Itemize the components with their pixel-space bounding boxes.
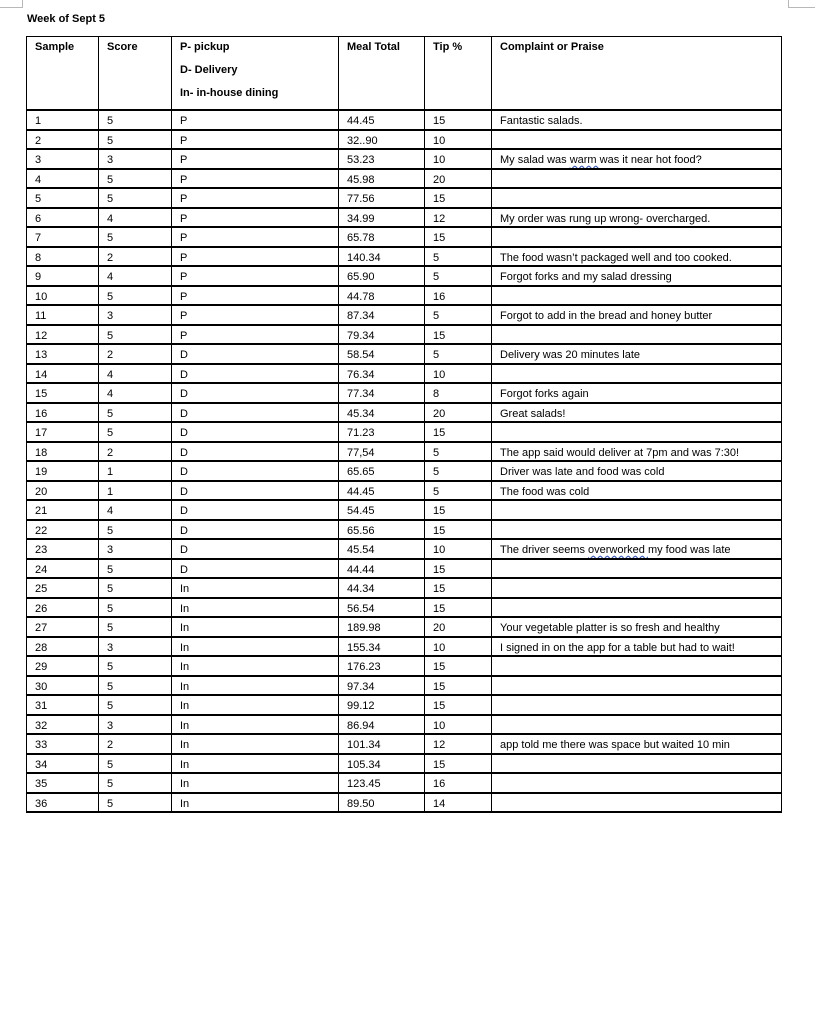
- cell-service: P: [172, 287, 339, 307]
- cell-tip: 15: [425, 111, 492, 131]
- cell-comment: [492, 677, 782, 697]
- cell-sample: 33: [27, 735, 99, 755]
- cell-sample: 17: [27, 423, 99, 443]
- cell-score: 2: [99, 443, 172, 463]
- cell-score: 5: [99, 696, 172, 716]
- cell-service: P: [172, 326, 339, 346]
- cell-comment: I signed in on the app for a table but had to wait!: [492, 638, 782, 658]
- cell-sample: 23: [27, 540, 99, 560]
- cell-sample: 32: [27, 716, 99, 736]
- table-row: [27, 306, 782, 326]
- cell-meal-total: 97.34: [339, 677, 425, 697]
- cell-tip: 15: [425, 326, 492, 346]
- cell-sample: 11: [27, 306, 99, 326]
- cell-comment: [492, 599, 782, 619]
- cell-service: In: [172, 794, 339, 814]
- cell-tip: 15: [425, 755, 492, 775]
- cell-sample: 36: [27, 794, 99, 814]
- cell-service: D: [172, 345, 339, 365]
- cell-comment: [492, 657, 782, 677]
- cell-score: 4: [99, 209, 172, 229]
- cell-comment: [492, 365, 782, 385]
- cell-service: P: [172, 267, 339, 287]
- cell-tip: 15: [425, 657, 492, 677]
- cell-service: In: [172, 579, 339, 599]
- cell-sample: 7: [27, 228, 99, 248]
- cell-tip: 15: [425, 521, 492, 541]
- cell-comment: [492, 423, 782, 443]
- cell-meal-total: 77.56: [339, 189, 425, 209]
- cell-score: 5: [99, 404, 172, 424]
- cell-score: 5: [99, 111, 172, 131]
- cell-sample: 5: [27, 189, 99, 209]
- cell-sample: 22: [27, 521, 99, 541]
- cell-score: 4: [99, 384, 172, 404]
- cell-meal-total: 32..90: [339, 131, 425, 151]
- cell-score: 5: [99, 423, 172, 443]
- table-row: [27, 755, 782, 775]
- cell-service: D: [172, 482, 339, 502]
- cell-comment: [492, 326, 782, 346]
- cell-score: 5: [99, 287, 172, 307]
- cell-meal-total: 77.34: [339, 384, 425, 404]
- table-row: [27, 228, 782, 248]
- cell-sample: 10: [27, 287, 99, 307]
- cell-meal-total: 176.23: [339, 657, 425, 677]
- cell-service: P: [172, 248, 339, 268]
- table-row: [27, 794, 782, 814]
- header-tip: Tip %: [425, 37, 492, 111]
- table-row: [27, 657, 782, 677]
- cell-sample: 18: [27, 443, 99, 463]
- cell-score: 5: [99, 228, 172, 248]
- cell-comment: [492, 501, 782, 521]
- cell-tip: 5: [425, 482, 492, 502]
- cell-comment: [492, 696, 782, 716]
- cell-tip: 15: [425, 501, 492, 521]
- cell-service: D: [172, 501, 339, 521]
- cell-tip: 10: [425, 131, 492, 151]
- page-corner-mark-left: [0, 0, 23, 8]
- cell-comment: Forgot to add in the bread and honey butter: [492, 306, 782, 326]
- legend-pickup: P- pickup: [180, 41, 230, 53]
- cell-sample: 1: [27, 111, 99, 131]
- cell-service: P: [172, 306, 339, 326]
- cell-tip: 5: [425, 345, 492, 365]
- cell-tip: 20: [425, 404, 492, 424]
- cell-service: D: [172, 521, 339, 541]
- cell-service: D: [172, 443, 339, 463]
- cell-meal-total: 44.44: [339, 560, 425, 580]
- cell-tip: 16: [425, 774, 492, 794]
- cell-sample: 3: [27, 150, 99, 170]
- table-row: [27, 501, 782, 521]
- cell-sample: 24: [27, 560, 99, 580]
- cell-sample: 2: [27, 131, 99, 151]
- cell-comment: The driver seems overworked my food was late: [492, 540, 782, 560]
- cell-sample: 9: [27, 267, 99, 287]
- legend-delivery: D- Delivery: [180, 64, 238, 76]
- cell-score: 2: [99, 248, 172, 268]
- cell-sample: 15: [27, 384, 99, 404]
- cell-service: In: [172, 696, 339, 716]
- cell-meal-total: 99.12: [339, 696, 425, 716]
- cell-score: 5: [99, 560, 172, 580]
- cell-score: 3: [99, 638, 172, 658]
- cell-comment: Forgot forks and my salad dressing: [492, 267, 782, 287]
- cell-sample: 29: [27, 657, 99, 677]
- cell-meal-total: 189.98: [339, 618, 425, 638]
- cell-sample: 34: [27, 755, 99, 775]
- cell-score: 5: [99, 170, 172, 190]
- cell-sample: 14: [27, 365, 99, 385]
- cell-score: 4: [99, 267, 172, 287]
- table-row: [27, 404, 782, 424]
- cell-tip: 5: [425, 248, 492, 268]
- cell-meal-total: 44.45: [339, 482, 425, 502]
- cell-service: P: [172, 131, 339, 151]
- cell-sample: 16: [27, 404, 99, 424]
- cell-service: In: [172, 755, 339, 775]
- cell-tip: 8: [425, 384, 492, 404]
- cell-meal-total: 45.54: [339, 540, 425, 560]
- cell-tip: 15: [425, 228, 492, 248]
- table-row: [27, 267, 782, 287]
- cell-sample: 26: [27, 599, 99, 619]
- cell-comment: Delivery was 20 minutes late: [492, 345, 782, 365]
- table-row: [27, 326, 782, 346]
- cell-comment: [492, 716, 782, 736]
- cell-meal-total: 155.34: [339, 638, 425, 658]
- cell-score: 5: [99, 677, 172, 697]
- cell-meal-total: 101.34: [339, 735, 425, 755]
- cell-sample: 8: [27, 248, 99, 268]
- cell-score: 3: [99, 150, 172, 170]
- table-row: [27, 111, 782, 131]
- cell-tip: 15: [425, 560, 492, 580]
- table-row: [27, 248, 782, 268]
- table-row: [27, 716, 782, 736]
- table-row: [27, 677, 782, 697]
- cell-tip: 16: [425, 287, 492, 307]
- table-row: [27, 560, 782, 580]
- cell-meal-total: 123.45: [339, 774, 425, 794]
- page-title: Week of Sept 5: [27, 13, 106, 25]
- cell-meal-total: 44.78: [339, 287, 425, 307]
- cell-comment: [492, 189, 782, 209]
- cell-service: In: [172, 618, 339, 638]
- table-row: [27, 735, 782, 755]
- table-row: [27, 150, 782, 170]
- cell-meal-total: 44.45: [339, 111, 425, 131]
- cell-comment: Driver was late and food was cold: [492, 462, 782, 482]
- cell-meal-total: 56.54: [339, 599, 425, 619]
- header-sample: Sample: [27, 37, 99, 111]
- cell-sample: 19: [27, 462, 99, 482]
- cell-meal-total: 45.34: [339, 404, 425, 424]
- cell-sample: 30: [27, 677, 99, 697]
- cell-score: 5: [99, 755, 172, 775]
- cell-service: D: [172, 462, 339, 482]
- cell-sample: 4: [27, 170, 99, 190]
- cell-comment: Great salads!: [492, 404, 782, 424]
- cell-score: 3: [99, 540, 172, 560]
- cell-meal-total: 140.34: [339, 248, 425, 268]
- table-row: [27, 170, 782, 190]
- cell-sample: 6: [27, 209, 99, 229]
- cell-comment: [492, 521, 782, 541]
- cell-meal-total: 65.65: [339, 462, 425, 482]
- cell-sample: 31: [27, 696, 99, 716]
- cell-score: 5: [99, 774, 172, 794]
- cell-service: P: [172, 111, 339, 131]
- table-row: [27, 384, 782, 404]
- cell-service: In: [172, 716, 339, 736]
- cell-comment: Your vegetable platter is so fresh and healthy: [492, 618, 782, 638]
- cell-tip: 5: [425, 306, 492, 326]
- cell-meal-total: 65.90: [339, 267, 425, 287]
- cell-tip: 15: [425, 189, 492, 209]
- cell-tip: 12: [425, 735, 492, 755]
- cell-service: In: [172, 774, 339, 794]
- cell-comment: [492, 170, 782, 190]
- cell-service: In: [172, 677, 339, 697]
- cell-comment: [492, 774, 782, 794]
- cell-meal-total: 45.98: [339, 170, 425, 190]
- cell-meal-total: 87.34: [339, 306, 425, 326]
- cell-score: 3: [99, 716, 172, 736]
- cell-sample: 35: [27, 774, 99, 794]
- table-row: [27, 618, 782, 638]
- cell-service: P: [172, 189, 339, 209]
- cell-comment: Forgot forks again: [492, 384, 782, 404]
- header-service-type: [172, 37, 339, 111]
- table-row: [27, 462, 782, 482]
- table-row: [27, 638, 782, 658]
- cell-score: 5: [99, 599, 172, 619]
- cell-meal-total: 44.34: [339, 579, 425, 599]
- cell-sample: 25: [27, 579, 99, 599]
- cell-meal-total: 89.50: [339, 794, 425, 814]
- table-row: [27, 443, 782, 463]
- cell-tip: 15: [425, 579, 492, 599]
- cell-score: 4: [99, 365, 172, 385]
- table-header-row: [27, 37, 782, 111]
- cell-meal-total: 105.34: [339, 755, 425, 775]
- cell-score: 5: [99, 189, 172, 209]
- cell-meal-total: 86.94: [339, 716, 425, 736]
- cell-meal-total: 71.23: [339, 423, 425, 443]
- cell-tip: 5: [425, 443, 492, 463]
- cell-service: In: [172, 735, 339, 755]
- cell-score: 5: [99, 657, 172, 677]
- cell-service: D: [172, 404, 339, 424]
- cell-score: 3: [99, 306, 172, 326]
- cell-tip: 10: [425, 638, 492, 658]
- cell-meal-total: 34.99: [339, 209, 425, 229]
- cell-score: 2: [99, 735, 172, 755]
- table-row: [27, 540, 782, 560]
- cell-sample: 21: [27, 501, 99, 521]
- cell-score: 5: [99, 579, 172, 599]
- cell-service: P: [172, 228, 339, 248]
- cell-tip: 15: [425, 423, 492, 443]
- cell-tip: 10: [425, 365, 492, 385]
- cell-comment: My salad was warm was it near hot food?: [492, 150, 782, 170]
- page-corner-mark-right: [788, 0, 815, 8]
- table-row: [27, 209, 782, 229]
- cell-comment: [492, 131, 782, 151]
- table-row: [27, 345, 782, 365]
- cell-comment: [492, 228, 782, 248]
- cell-comment: The app said would deliver at 7pm and was 7:30!: [492, 443, 782, 463]
- cell-service: D: [172, 384, 339, 404]
- cell-comment: [492, 794, 782, 814]
- cell-score: 5: [99, 326, 172, 346]
- cell-tip: 14: [425, 794, 492, 814]
- cell-score: 5: [99, 618, 172, 638]
- table-row: [27, 287, 782, 307]
- table-row: [27, 774, 782, 794]
- cell-meal-total: 76.34: [339, 365, 425, 385]
- cell-comment: The food wasn’t packaged well and too cooked.: [492, 248, 782, 268]
- cell-tip: 10: [425, 150, 492, 170]
- cell-score: 5: [99, 521, 172, 541]
- cell-meal-total: 53.23: [339, 150, 425, 170]
- cell-sample: 28: [27, 638, 99, 658]
- cell-tip: 12: [425, 209, 492, 229]
- cell-score: 1: [99, 462, 172, 482]
- survey-table: [26, 36, 782, 813]
- cell-tip: 10: [425, 540, 492, 560]
- cell-score: 4: [99, 501, 172, 521]
- cell-tip: 15: [425, 677, 492, 697]
- cell-meal-total: 65.78: [339, 228, 425, 248]
- cell-tip: 15: [425, 696, 492, 716]
- cell-score: 1: [99, 482, 172, 502]
- header-score: Score: [99, 37, 172, 111]
- cell-service: In: [172, 599, 339, 619]
- cell-score: 5: [99, 131, 172, 151]
- cell-tip: 20: [425, 170, 492, 190]
- cell-comment: [492, 579, 782, 599]
- table-row: [27, 521, 782, 541]
- cell-score: 2: [99, 345, 172, 365]
- table-row: [27, 423, 782, 443]
- cell-meal-total: 54.45: [339, 501, 425, 521]
- cell-tip: 5: [425, 267, 492, 287]
- legend-in-house: In- in-house dining: [180, 87, 279, 99]
- cell-comment: Fantastic salads.: [492, 111, 782, 131]
- cell-sample: 20: [27, 482, 99, 502]
- table-row: [27, 131, 782, 151]
- cell-comment: [492, 560, 782, 580]
- cell-service: P: [172, 209, 339, 229]
- cell-service: D: [172, 560, 339, 580]
- cell-tip: 15: [425, 599, 492, 619]
- cell-service: In: [172, 657, 339, 677]
- table-row: [27, 696, 782, 716]
- cell-service: D: [172, 365, 339, 385]
- table-row: [27, 365, 782, 385]
- cell-service: P: [172, 170, 339, 190]
- cell-service: D: [172, 423, 339, 443]
- cell-meal-total: 58.54: [339, 345, 425, 365]
- cell-tip: 5: [425, 462, 492, 482]
- cell-comment: The food was cold: [492, 482, 782, 502]
- cell-meal-total: 65.56: [339, 521, 425, 541]
- cell-comment: [492, 755, 782, 775]
- table-row: [27, 579, 782, 599]
- cell-service: D: [172, 540, 339, 560]
- cell-meal-total: 77,54: [339, 443, 425, 463]
- cell-service: In: [172, 638, 339, 658]
- cell-score: 5: [99, 794, 172, 814]
- cell-sample: 13: [27, 345, 99, 365]
- cell-comment: app told me there was space but waited 10 min: [492, 735, 782, 755]
- cell-comment: My order was rung up wrong- overcharged.: [492, 209, 782, 229]
- cell-tip: 10: [425, 716, 492, 736]
- cell-meal-total: 79.34: [339, 326, 425, 346]
- cell-tip: 20: [425, 618, 492, 638]
- table-row: [27, 189, 782, 209]
- table-row: [27, 599, 782, 619]
- cell-service: P: [172, 150, 339, 170]
- cell-sample: 27: [27, 618, 99, 638]
- header-meal-total: Meal Total: [339, 37, 425, 111]
- cell-comment: [492, 287, 782, 307]
- cell-sample: 12: [27, 326, 99, 346]
- header-comment: Complaint or Praise: [492, 37, 782, 111]
- table-row: [27, 482, 782, 502]
